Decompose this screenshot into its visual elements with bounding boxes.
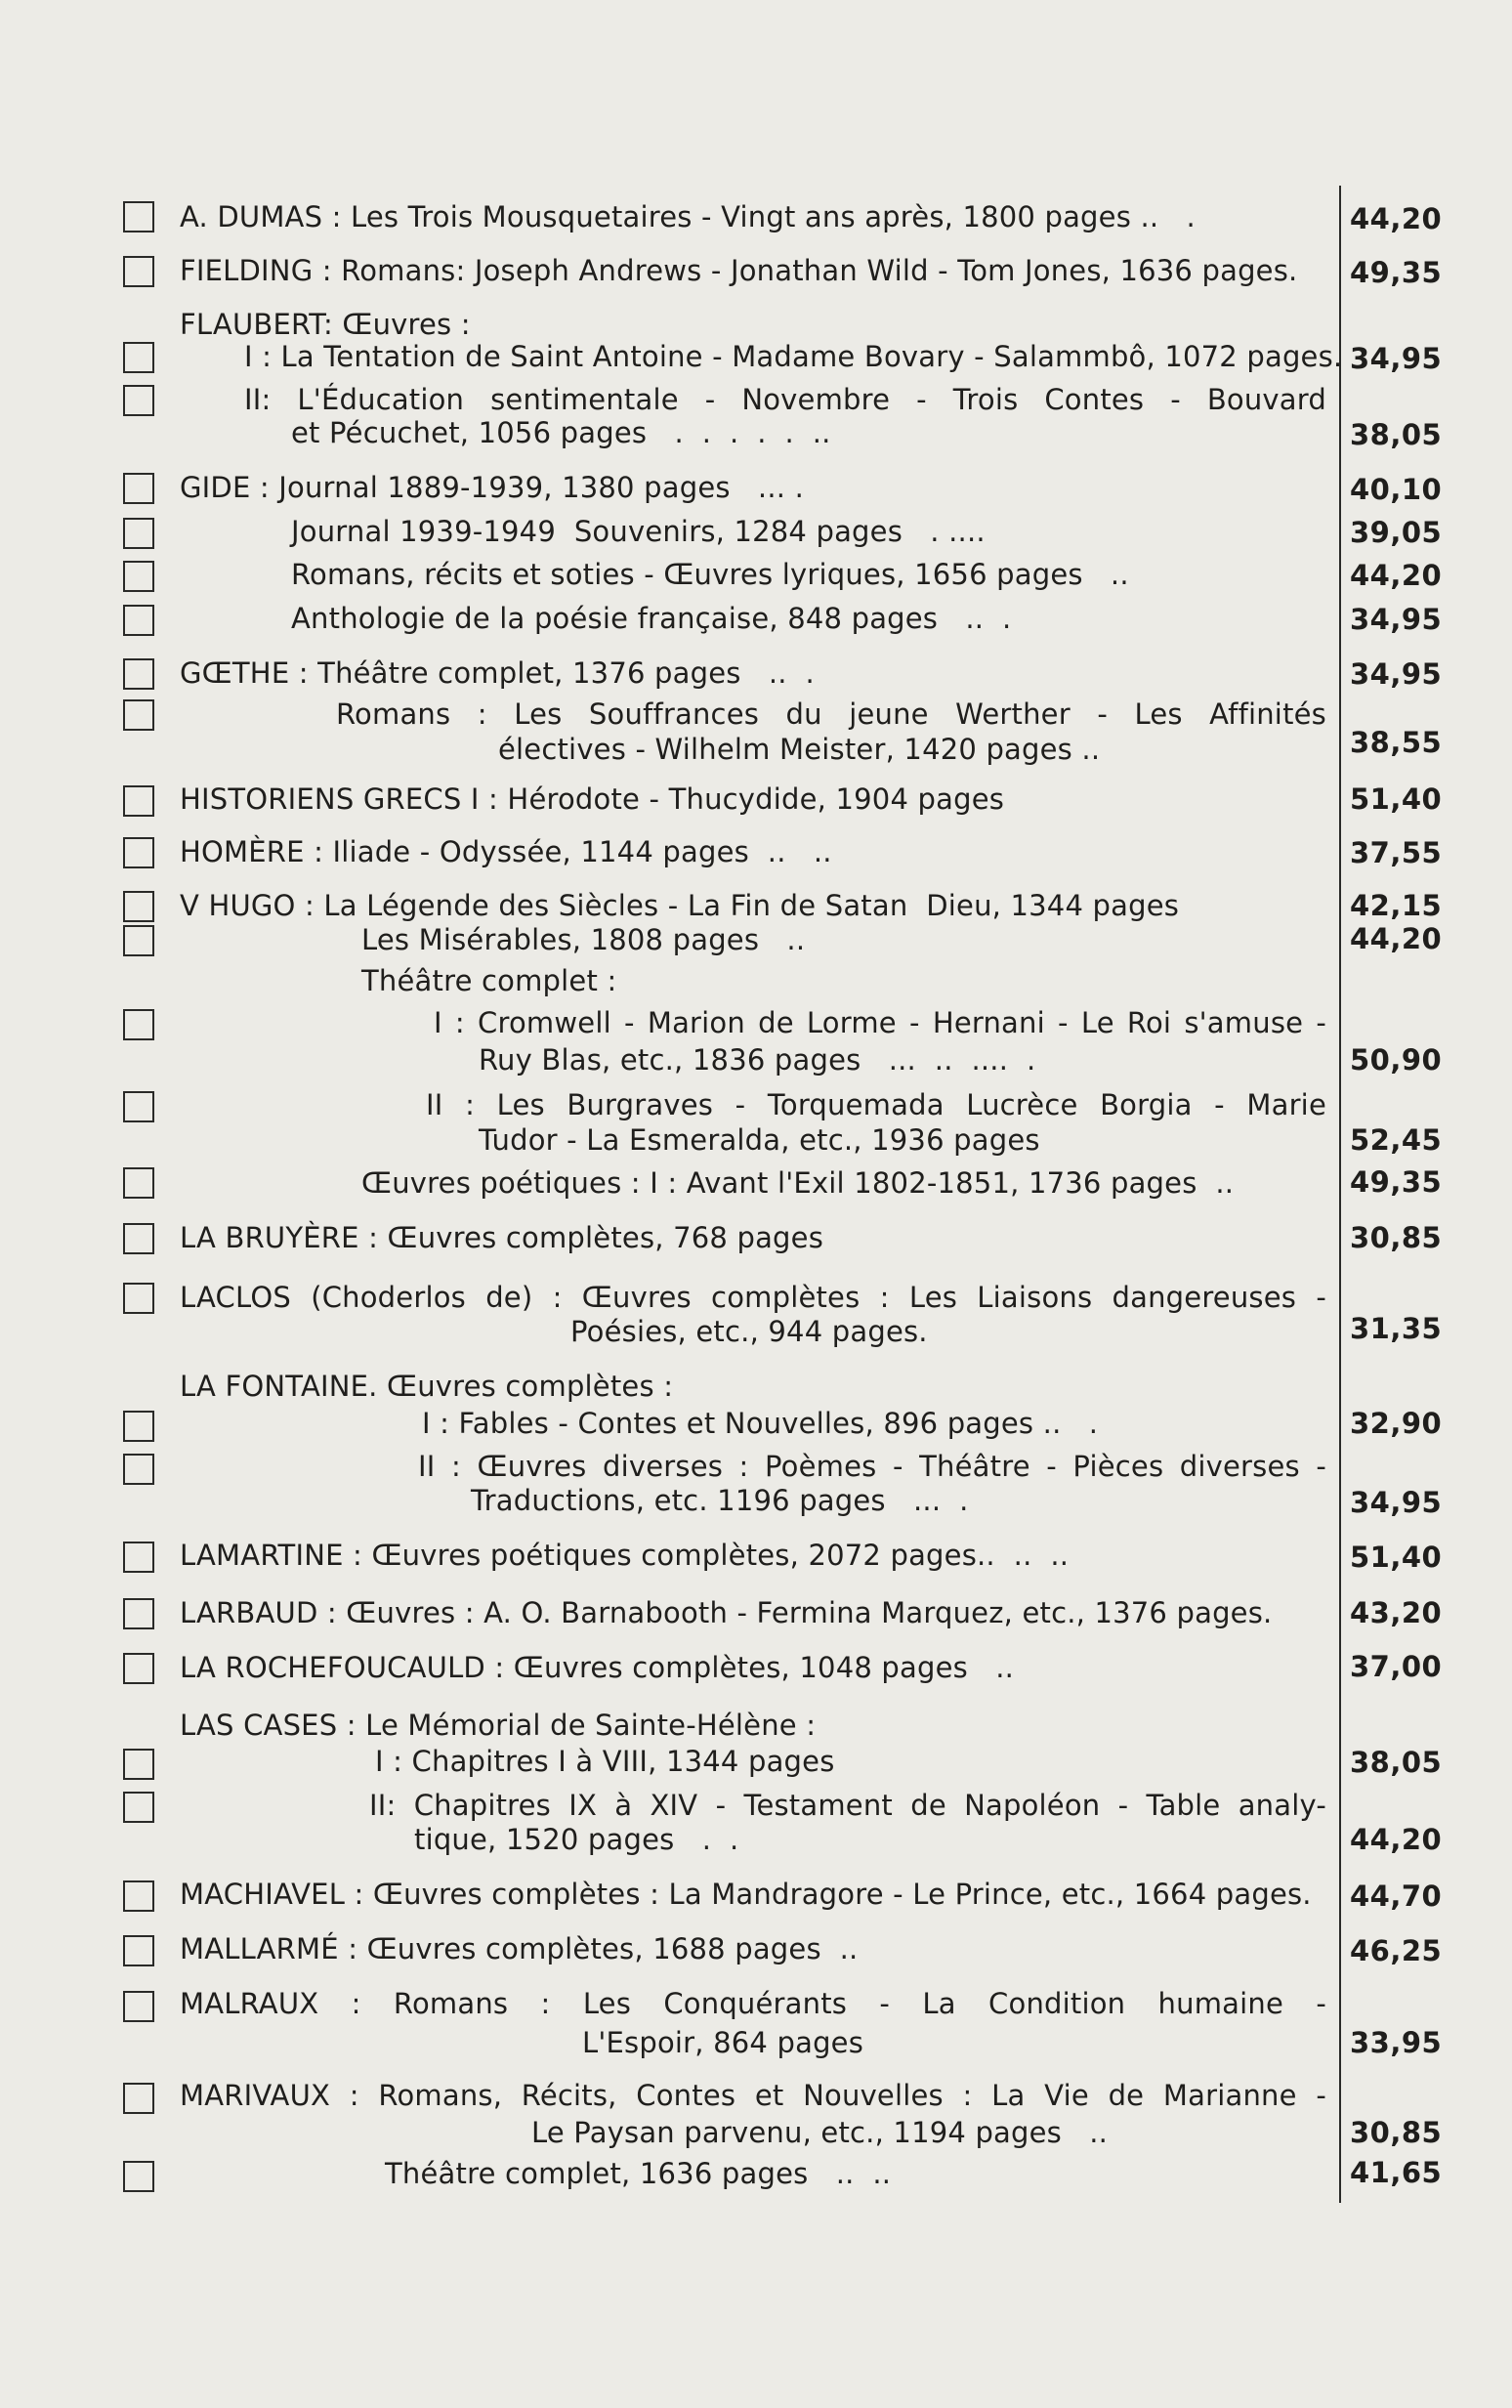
order-checkbox[interactable] [123,891,154,922]
entry-price: 37,00 [1350,1650,1443,1683]
entry-price: 44,20 [1350,559,1443,592]
entry-text-line: FIELDING : Romans: Joseph Andrews - Jonathan Wild - Tom Jones, 1636 pages. [180,254,1298,287]
entry-price: 43,20 [1350,1596,1443,1629]
order-checkbox[interactable] [123,1411,154,1442]
order-checkbox[interactable] [123,1091,154,1122]
entry-text-line: LA ROCHEFOUCAULD : Œuvres complètes, 1048 pages .. [180,1651,1015,1684]
entry-price: 41,65 [1350,2156,1443,2189]
entry-text-line: Traductions, etc. 1196 pages ... . [471,1484,969,1517]
entry-price: 32,90 [1350,1407,1443,1440]
order-checkbox[interactable] [123,342,154,373]
entry-price: 52,45 [1350,1123,1443,1157]
entry-price: 40,10 [1350,473,1443,506]
entry-text-line: HISTORIENS GRECS I : Hérodote - Thucydide, 1904 pages [180,782,1005,816]
entry-text-line: LAS CASES : Le Mémorial de Sainte-Hélène : [180,1709,817,1742]
entry-price: 34,95 [1350,1486,1443,1519]
entry-price: 34,95 [1350,657,1443,691]
entry-price: 38,05 [1350,418,1443,451]
order-checkbox[interactable] [123,561,154,592]
entry-price: 38,05 [1350,1746,1443,1779]
entry-text-line: Théâtre complet : [361,964,617,997]
order-checkbox[interactable] [123,256,154,287]
entry-text-line: Romans, récits et soties - Œuvres lyriques, 1656 pages .. [291,558,1129,591]
entry-text-line: II: Chapitres IX à XIV - Testament de Napoléon - Table analy- [369,1789,1326,1822]
order-checkbox[interactable] [123,1749,154,1780]
entry-price: 44,70 [1350,1880,1443,1913]
entry-price: 44,20 [1350,1823,1443,1856]
entry-text-line: électives - Wilhelm Meister, 1420 pages .. [498,733,1101,766]
entry-text-line: LARBAUD : Œuvres : A. O. Barnabooth - Fermina Marquez, etc., 1376 pages. [180,1596,1273,1629]
entry-price: 34,95 [1350,342,1443,375]
entry-text-line: A. DUMAS : Les Trois Mousquetaires - Vingt ans après, 1800 pages .. . [180,200,1196,233]
entry-price: 51,40 [1350,782,1443,816]
entry-text-line: et Pécuchet, 1056 pages . . . . . .. [291,416,831,449]
entry-price: 30,85 [1350,2116,1443,2149]
entry-text-line: I : Chapitres I à VIII, 1344 pages [375,1745,835,1778]
entry-text-line: MALLARMÉ : Œuvres complètes, 1688 pages .. [180,1932,859,1965]
order-checkbox[interactable] [123,1991,154,2022]
entry-price: 39,05 [1350,516,1443,549]
entry-text-line: I : Cromwell - Marion de Lorme - Hernani - Le Roi s'amuse - [434,1006,1326,1039]
entry-price: 30,85 [1350,1221,1443,1254]
entry-text-line: GŒTHE : Théâtre complet, 1376 pages .. . [180,656,815,690]
order-checkbox[interactable] [123,518,154,549]
order-checkbox[interactable] [123,2161,154,2192]
order-checkbox[interactable] [123,1167,154,1199]
entry-text-line: MARIVAUX : Romans, Récits, Contes et Nouvelles : La Vie de Marianne - [180,2079,1326,2112]
entry-text-line: Journal 1939-1949 Souvenirs, 1284 pages . .... [291,515,986,548]
entry-text-line: L'Espoir, 864 pages [582,2026,864,2059]
entry-text-line: MACHIAVEL : Œuvres complètes : La Mandragore - Le Prince, etc., 1664 pages. [180,1878,1312,1911]
entry-text-line: Ruy Blas, etc., 1836 pages ... .. .... . [479,1043,1036,1077]
order-checkbox[interactable] [123,385,154,416]
order-checkbox[interactable] [123,201,154,232]
entry-text-line: LACLOS (Choderlos de) : Œuvres complètes : Les Liaisons dangereuses - [180,1281,1326,1314]
entry-text-line: Tudor - La Esmeralda, etc., 1936 pages [479,1123,1040,1157]
order-checkbox[interactable] [123,699,154,731]
order-checkbox[interactable] [123,1598,154,1629]
entry-text-line: Le Paysan parvenu, etc., 1194 pages .. [531,2116,1109,2149]
order-checkbox[interactable] [123,1792,154,1823]
entry-price: 44,20 [1350,922,1443,955]
entry-price: 33,95 [1350,2026,1443,2059]
entry-text-line: Théâtre complet, 1636 pages .. .. [385,2157,892,2190]
entry-text-line: HOMÈRE : Iliade - Odyssée, 1144 pages .. .. [180,835,832,868]
entry-price: 46,25 [1350,1934,1443,1967]
entry-price: 44,20 [1350,202,1443,235]
entry-text-line: Les Misérables, 1808 pages .. [361,923,806,956]
order-checkbox[interactable] [123,605,154,636]
order-checkbox[interactable] [123,473,154,504]
entry-text-line: Œuvres poétiques : I : Avant l'Exil 1802-1851, 1736 pages .. [361,1166,1235,1200]
entry-text-line: LA BRUYÈRE : Œuvres complètes, 768 pages [180,1221,823,1254]
entry-price: 34,95 [1350,603,1443,636]
entry-price: 50,90 [1350,1043,1443,1077]
entry-price: 49,35 [1350,1165,1443,1199]
order-checkbox[interactable] [123,1223,154,1254]
entry-text-line: II: L'Éducation sentimentale - Novembre - Trois Contes - Bouvard [244,383,1326,416]
entry-price: 49,35 [1350,256,1443,289]
entry-text-line: LA FONTAINE. Œuvres complètes : [180,1370,674,1403]
order-checkbox[interactable] [123,1009,154,1040]
entry-text-line: MALRAUX : Romans : Les Conquérants - La Condition humaine - [180,1987,1326,2020]
entry-text-line: Poésies, etc., 944 pages. [570,1315,928,1348]
entry-text-line: I : La Tentation de Saint Antoine - Madame Bovary - Salammbô, 1072 pages. [244,340,1343,373]
order-checkbox[interactable] [123,2083,154,2114]
entry-text-line: GIDE : Journal 1889-1939, 1380 pages ... . [180,471,805,504]
order-checkbox[interactable] [123,658,154,690]
price-column-rule [1339,186,1341,2203]
entry-text-line: II : Les Burgraves - Torquemada Lucrèce Borgia - Marie [426,1088,1326,1121]
order-checkbox[interactable] [123,1653,154,1684]
order-checkbox[interactable] [123,785,154,817]
order-checkbox[interactable] [123,837,154,868]
entry-text-line: II : Œuvres diverses : Poèmes - Théâtre - Pièces diverses - [418,1450,1326,1483]
entry-text-line: tique, 1520 pages . . [414,1823,739,1856]
order-checkbox[interactable] [123,1283,154,1314]
entry-text-line: Anthologie de la poésie française, 848 pages .. . [291,602,1012,635]
order-checkbox[interactable] [123,1935,154,1966]
entry-text-line: V HUGO : La Légende des Siècles - La Fin de Satan Dieu, 1344 pages [180,889,1180,922]
entry-price: 31,35 [1350,1312,1443,1345]
order-checkbox[interactable] [123,1880,154,1912]
entry-text-line: LAMARTINE : Œuvres poétiques complètes, 2072 pages.. .. .. [180,1539,1070,1572]
order-checkbox[interactable] [123,1542,154,1573]
entry-price: 38,55 [1350,726,1443,759]
entry-text-line: FLAUBERT: Œuvres : [180,308,471,341]
entry-price: 42,15 [1350,889,1443,922]
order-checkbox[interactable] [123,1454,154,1485]
entry-price: 37,55 [1350,836,1443,869]
order-checkbox[interactable] [123,925,154,956]
entry-text-line: Romans : Les Souffrances du jeune Werther - Les Affinités [336,697,1326,731]
entry-price: 51,40 [1350,1541,1443,1574]
entry-text-line: I : Fables - Contes et Nouvelles, 896 pages .. . [422,1407,1099,1440]
